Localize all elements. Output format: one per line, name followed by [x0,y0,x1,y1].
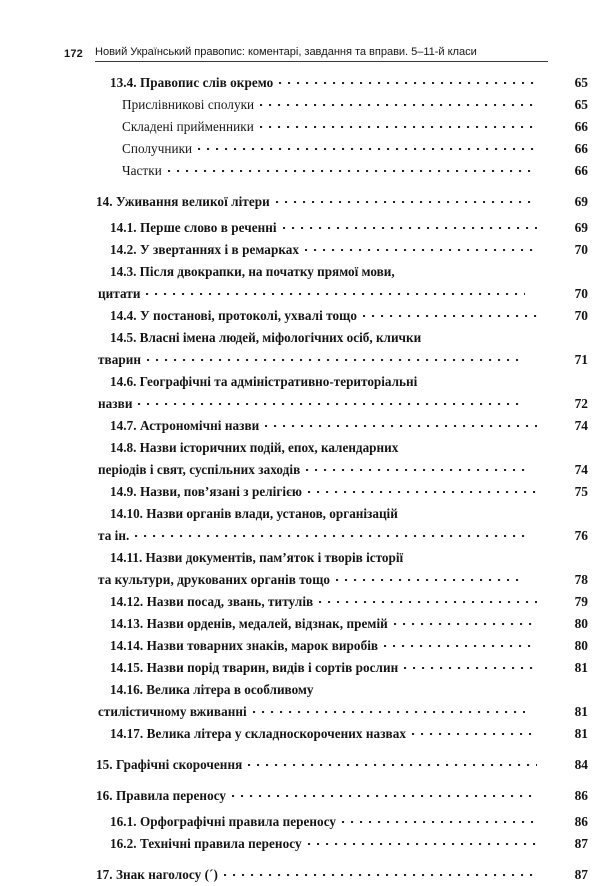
toc-entry-line [110,481,540,503]
toc-page-number: 66 [574,141,588,156]
toc-entry[interactable] [0,437,600,481]
dot-leader [308,483,537,496]
toc-entry[interactable] [0,261,600,305]
dot-leader [394,615,537,628]
toc-page-number: 87 [574,867,588,882]
toc-entry-line [96,754,540,776]
toc-page-number: 80 [574,638,588,653]
toc-entry-line [110,657,540,679]
toc-page-number: 87 [574,836,588,851]
toc-page-number: 70 [574,308,588,323]
toc-page-number: 81 [574,704,588,719]
dot-leader [265,417,537,430]
dot-leader [147,351,525,364]
toc-entry[interactable] [0,72,600,94]
toc-entry-line [110,72,540,94]
toc-page-number: 80 [574,616,588,631]
toc-entry-title: 14.12. Назви посад, звань, титулів [110,594,314,609]
toc-page-number: 66 [574,163,588,178]
toc-page-number: 65 [574,97,588,112]
dot-leader [279,74,537,87]
toc-page-number: 81 [574,726,588,741]
toc-entry[interactable] [0,591,600,613]
toc-entry-title: 14.4. У постанові, протоколі, ухвалі тощо [110,308,357,323]
toc-entry[interactable] [0,811,600,833]
toc-entry-title-continued: стилістичному вживанні [98,704,247,719]
toc-entry-line [110,833,540,855]
header-title: Новий Український правопис: коментарі, завдання та вправи. 5–11-й класи [95,46,477,58]
toc-entry[interactable] [0,371,600,415]
toc-entry-title-continued: періодів і свят, суспільних заходів [98,462,301,477]
toc-entry[interactable] [0,191,600,213]
toc-entry-title: 14. Уживання великої літери [96,194,270,209]
toc-entry-title: 13.4. Правопис слів окремо [110,75,274,90]
toc-entry-line [98,525,528,547]
toc-entry-line [98,283,528,305]
toc-entry[interactable] [0,754,600,776]
toc-page-number: 74 [574,418,588,433]
toc-entry[interactable] [0,635,600,657]
toc-entry-line [110,591,540,613]
toc-page-number: 78 [574,572,588,587]
dot-leader [138,395,525,408]
toc-entry-title: 14.8. Назви історичних подій, епох, календарних [110,440,399,455]
toc-entry-title-continued: та культури, друкованих органів тощо [98,572,331,587]
toc-entry-title: 15. Графічні скорочення [96,757,243,772]
toc-entry-title: 14.5. Власні імена людей, міфологічних осіб, клички [110,330,422,345]
toc-entry-line [122,94,540,116]
toc-entry-line [96,191,540,213]
toc-page-number: 79 [574,594,588,609]
toc-entry-line [98,349,528,371]
toc-entry[interactable] [0,723,600,745]
toc-entry[interactable] [0,613,600,635]
toc-entry-title: 14.16. Велика літера в особливому [110,682,314,697]
dot-leader [336,571,525,584]
toc-page-number: 75 [574,484,588,499]
toc-entry-line [110,811,540,833]
toc-entry-title: 16.2. Технічні правила переносу [110,836,302,851]
toc-page-number: 76 [574,528,588,543]
toc-entry-line [98,701,528,723]
toc-page-number: 86 [574,814,588,829]
toc-entry-line [122,138,540,160]
toc-entry[interactable] [0,415,600,437]
toc-page-number: 72 [574,396,588,411]
dot-leader [404,659,537,672]
dot-leader [198,140,537,153]
toc-entry[interactable] [0,239,600,261]
toc-entry[interactable] [0,679,600,723]
toc-entry-title-continued: та ін. [98,528,130,543]
dot-leader [412,725,537,738]
dot-leader [306,461,525,474]
toc-entry-title: 14.11. Назви документів, пам’яток і творів історії [110,550,404,565]
toc-entry[interactable] [0,864,600,886]
toc-entry-title: Сполучники [122,141,193,156]
toc-entry-title-continued: цитати [98,286,141,301]
toc-page-number: 74 [574,462,588,477]
toc-entry-title: Частки [122,163,162,178]
toc-entry[interactable] [0,547,600,591]
toc-entry-line [110,217,540,239]
toc-entry-line [110,613,540,635]
toc-entry[interactable] [0,503,600,547]
toc-entry-line [110,305,540,327]
dot-leader [342,813,537,826]
dot-leader [384,637,537,650]
toc-entry-title: 14.1. Перше слово в реченні [110,220,277,235]
toc-page-number: 84 [574,757,588,772]
toc-entry[interactable] [0,833,600,855]
toc-entry[interactable] [0,481,600,503]
toc-page-number: 81 [574,660,588,675]
toc-entry-title-continued: назви [98,396,133,411]
toc-entry[interactable] [0,116,600,138]
toc-entry-title: 16. Правила переносу [96,788,227,803]
toc-entry-title: 14.7. Астрономічні назви [110,418,260,433]
dot-leader [232,787,537,800]
toc-page-number: 69 [574,194,588,209]
dot-leader [248,756,537,769]
toc-page-number: 71 [574,352,588,367]
toc-entry-title-continued: тварин [98,352,142,367]
toc-entry-line [122,160,540,182]
header-rule [95,45,548,62]
toc-entry[interactable] [0,94,600,116]
dot-leader [276,193,537,206]
toc-entry[interactable] [0,785,600,807]
toc-entry-line [110,635,540,657]
toc-entry-line [98,459,528,481]
toc-entry-line [122,116,540,138]
toc-entry-title: 14.3. Після двокрапки, на початку прямої мови, [110,264,395,279]
toc-page-number: 70 [574,242,588,257]
toc-entry[interactable] [0,160,600,182]
dot-leader [135,527,525,540]
dot-leader [224,866,537,879]
toc-entry[interactable] [0,138,600,160]
toc-page-number: 65 [574,75,588,90]
toc-entry-title: 14.9. Назви, пов’язані з релігією [110,484,303,499]
toc-page-number: 66 [574,119,588,134]
dot-leader [253,703,525,716]
toc-entry-title: Складені прийменники [122,119,254,134]
dot-leader [168,162,537,175]
toc-entry-line [98,393,528,415]
toc-entry-line [110,239,540,261]
folio-number: 172 [64,48,83,60]
page-header [0,40,600,62]
toc-entry-line [96,864,540,886]
toc-entry-title: 14.14. Назви товарних знаків, марок виробів [110,638,379,653]
toc-entry-title: 14.13. Назви орденів, медалей, відзнак, премій [110,616,388,631]
toc-entry-title: 14.10. Назви органів влади, установ, організацій [110,506,398,521]
toc-entry-title: 17. Знак наголосу (´) [96,867,218,882]
dot-leader [260,96,537,109]
dot-leader [308,835,537,848]
toc-entry-title: 14.17. Велика літера у складноскорочених назвах [110,726,407,741]
dot-leader [319,593,537,606]
dot-leader [283,219,537,232]
toc-entry-title: 16.1. Орфографічні правила переносу [110,814,337,829]
dot-leader [363,307,537,320]
toc-entry-title: 14.15. Назви порід тварин, видів і сортів рослин [110,660,399,675]
toc-entry-title: Прислівникові сполуки [122,97,255,112]
table-of-contents [0,72,600,886]
toc-entry-title: 14.6. Географічні та адміністративно-територіальні [110,374,418,389]
toc-entry-line [110,723,540,745]
dot-leader [305,241,537,254]
toc-entry[interactable] [0,217,600,239]
toc-entry[interactable] [0,657,600,679]
toc-entry-line [96,785,540,807]
toc-page-number: 70 [574,286,588,301]
dot-leader [146,285,525,298]
toc-entry[interactable] [0,305,600,327]
toc-page-number: 86 [574,788,588,803]
toc-entry[interactable] [0,327,600,371]
toc-entry-line [98,569,528,591]
toc-entry-line [110,415,540,437]
toc-page-number: 69 [574,220,588,235]
toc-entry-title: 14.2. У звертаннях і в ремарках [110,242,300,257]
dot-leader [260,118,537,131]
